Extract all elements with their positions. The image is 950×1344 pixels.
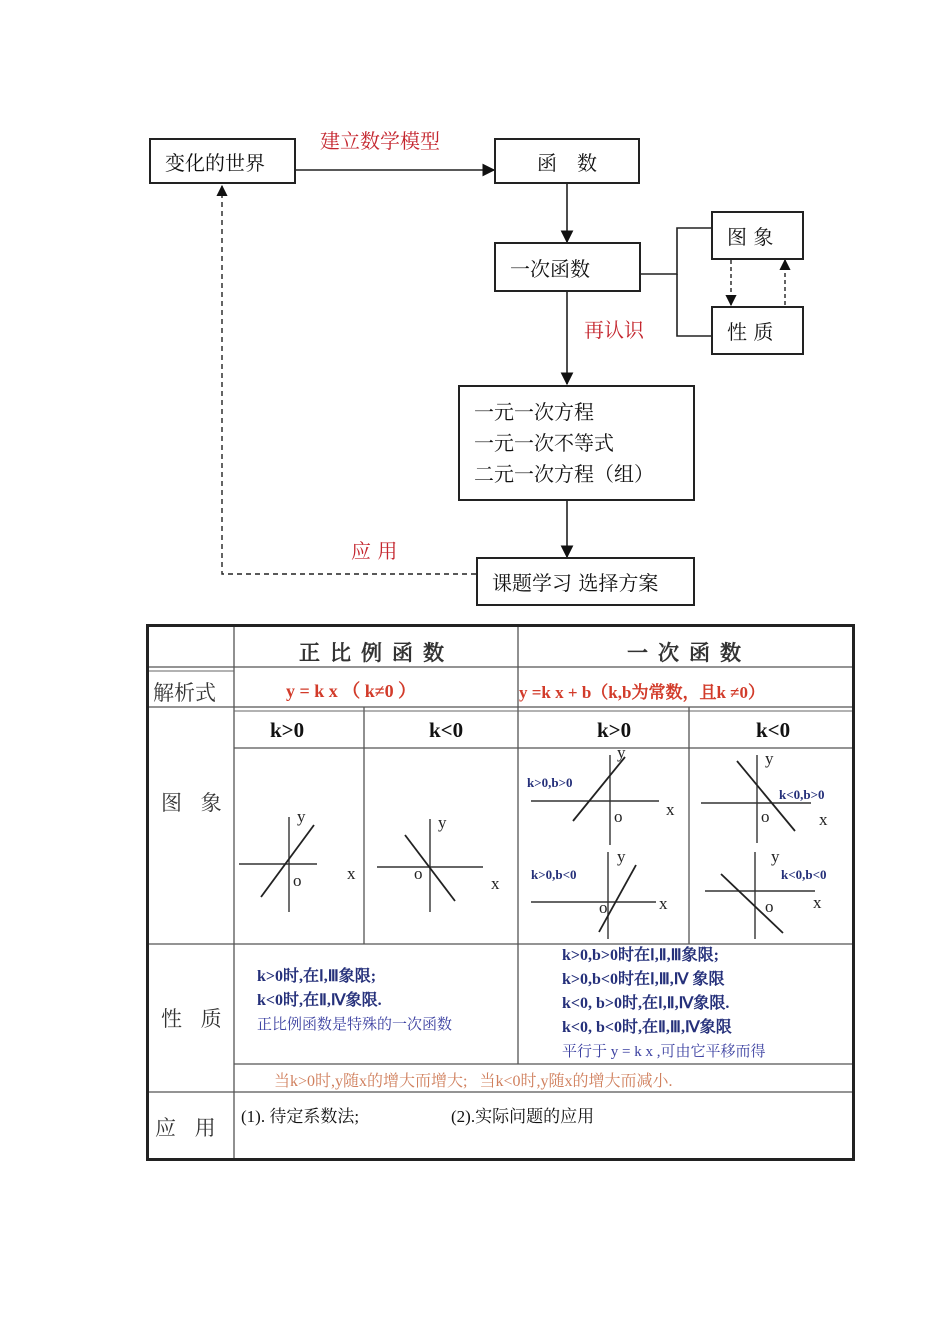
axis-x-label: x: [347, 864, 356, 883]
axis-origin-label: o: [599, 898, 608, 917]
box-project: 课题学习 选择方案: [476, 557, 695, 606]
graph-lin-kpos-bneg: [531, 852, 656, 939]
subhead-lin-kneg: k<0: [756, 718, 791, 742]
col-header-linear: 一次函数: [627, 640, 751, 665]
summary-table: [146, 624, 855, 1161]
apply-item-2: (2).实际问题的应用: [451, 1107, 595, 1126]
graph-lin-kpos-bpos: [531, 755, 659, 845]
box-property: 性 质: [711, 306, 804, 355]
row-header-property: 性 质: [161, 1007, 228, 1031]
expr-linear: y =k x + b（k,b为常数，且k ≠0）: [519, 683, 765, 702]
axis-y-label: y: [771, 847, 780, 866]
axis-y-label: y: [297, 807, 306, 826]
bracket-graph-property: [641, 228, 711, 274]
row-header-expression: 解析式: [153, 681, 216, 705]
apply-item-1: (1). 待定系数法;: [241, 1107, 360, 1126]
flow-connectors: [0, 0, 950, 620]
axis-origin-label: o: [765, 897, 774, 916]
box-graph: 图 象: [711, 211, 804, 260]
row-header-application: 应 用: [155, 1116, 222, 1140]
graph-lin-kneg-bneg: [705, 852, 815, 939]
axis-origin-label: o: [614, 807, 623, 826]
axis-x-label: x: [659, 894, 668, 913]
axis-x-label: x: [819, 810, 828, 829]
axis-origin-label: o: [414, 864, 423, 883]
axis-x-label: x: [491, 874, 500, 893]
axis-origin-label: o: [293, 871, 302, 890]
monotonic-note: 当k>0时,y随x的增大而增大; 当k<0时,y随x的增大而减小.: [274, 1073, 673, 1090]
axis-y-label: y: [438, 813, 447, 832]
graph-label-kneg-bpos: k<0,b>0: [779, 787, 825, 802]
subhead-prop-kpos: k>0: [270, 718, 305, 742]
subhead-prop-kneg: k<0: [429, 718, 464, 742]
subhead-lin-kpos: k>0: [597, 718, 632, 742]
axis-y-label: y: [617, 743, 626, 762]
label-reconsider: 再认识: [584, 318, 644, 342]
axis-y-label: y: [765, 749, 774, 768]
box-function: 函 数: [494, 138, 640, 184]
box-changing-world: 变化的世界: [149, 138, 296, 184]
axis-x-label: x: [666, 800, 675, 819]
prop-proportional-list: k>0时,在Ⅰ,Ⅲ象限; k<0时,在Ⅱ,Ⅳ象限. 正比例函数是特殊的一次函数: [257, 968, 453, 1033]
graph-label-kneg-bneg: k<0,b<0: [781, 867, 827, 882]
axis-y-label: y: [617, 847, 626, 866]
graph-label-kpos-bpos: k>0,b>0: [527, 775, 573, 790]
dashed-apply-return: [222, 186, 476, 574]
box-linear-function: 一次函数: [494, 242, 641, 292]
col-header-proportional: 正比例函数: [299, 640, 454, 665]
graph-prop-kneg: [377, 819, 483, 912]
box-equations: 一元一次方程 一元一次不等式 二元一次方程（组）: [458, 385, 695, 501]
expr-proportional: y = k x （ k≠0 ）: [286, 681, 417, 701]
graph-label-kpos-bneg: k>0,b<0: [531, 867, 577, 882]
axis-origin-label: o: [761, 807, 770, 826]
label-build-model: 建立数学模型: [320, 129, 440, 153]
row-header-graph: 图 象: [161, 791, 228, 815]
graph-prop-kpos: [239, 817, 317, 912]
axis-x-label: x: [813, 893, 822, 912]
prop-linear-list: k>0,b>0时在Ⅰ,Ⅱ,Ⅲ象限; k>0,b<0时在Ⅰ,Ⅲ,Ⅳ 象限 k<0, b>0时,在Ⅰ,Ⅱ,Ⅳ象限. k<0, b<0时,在Ⅱ,Ⅲ,Ⅳ象限 平行于 y = k x ,可由它平移而得: [562, 947, 766, 1060]
label-apply: 应 用: [351, 539, 398, 563]
